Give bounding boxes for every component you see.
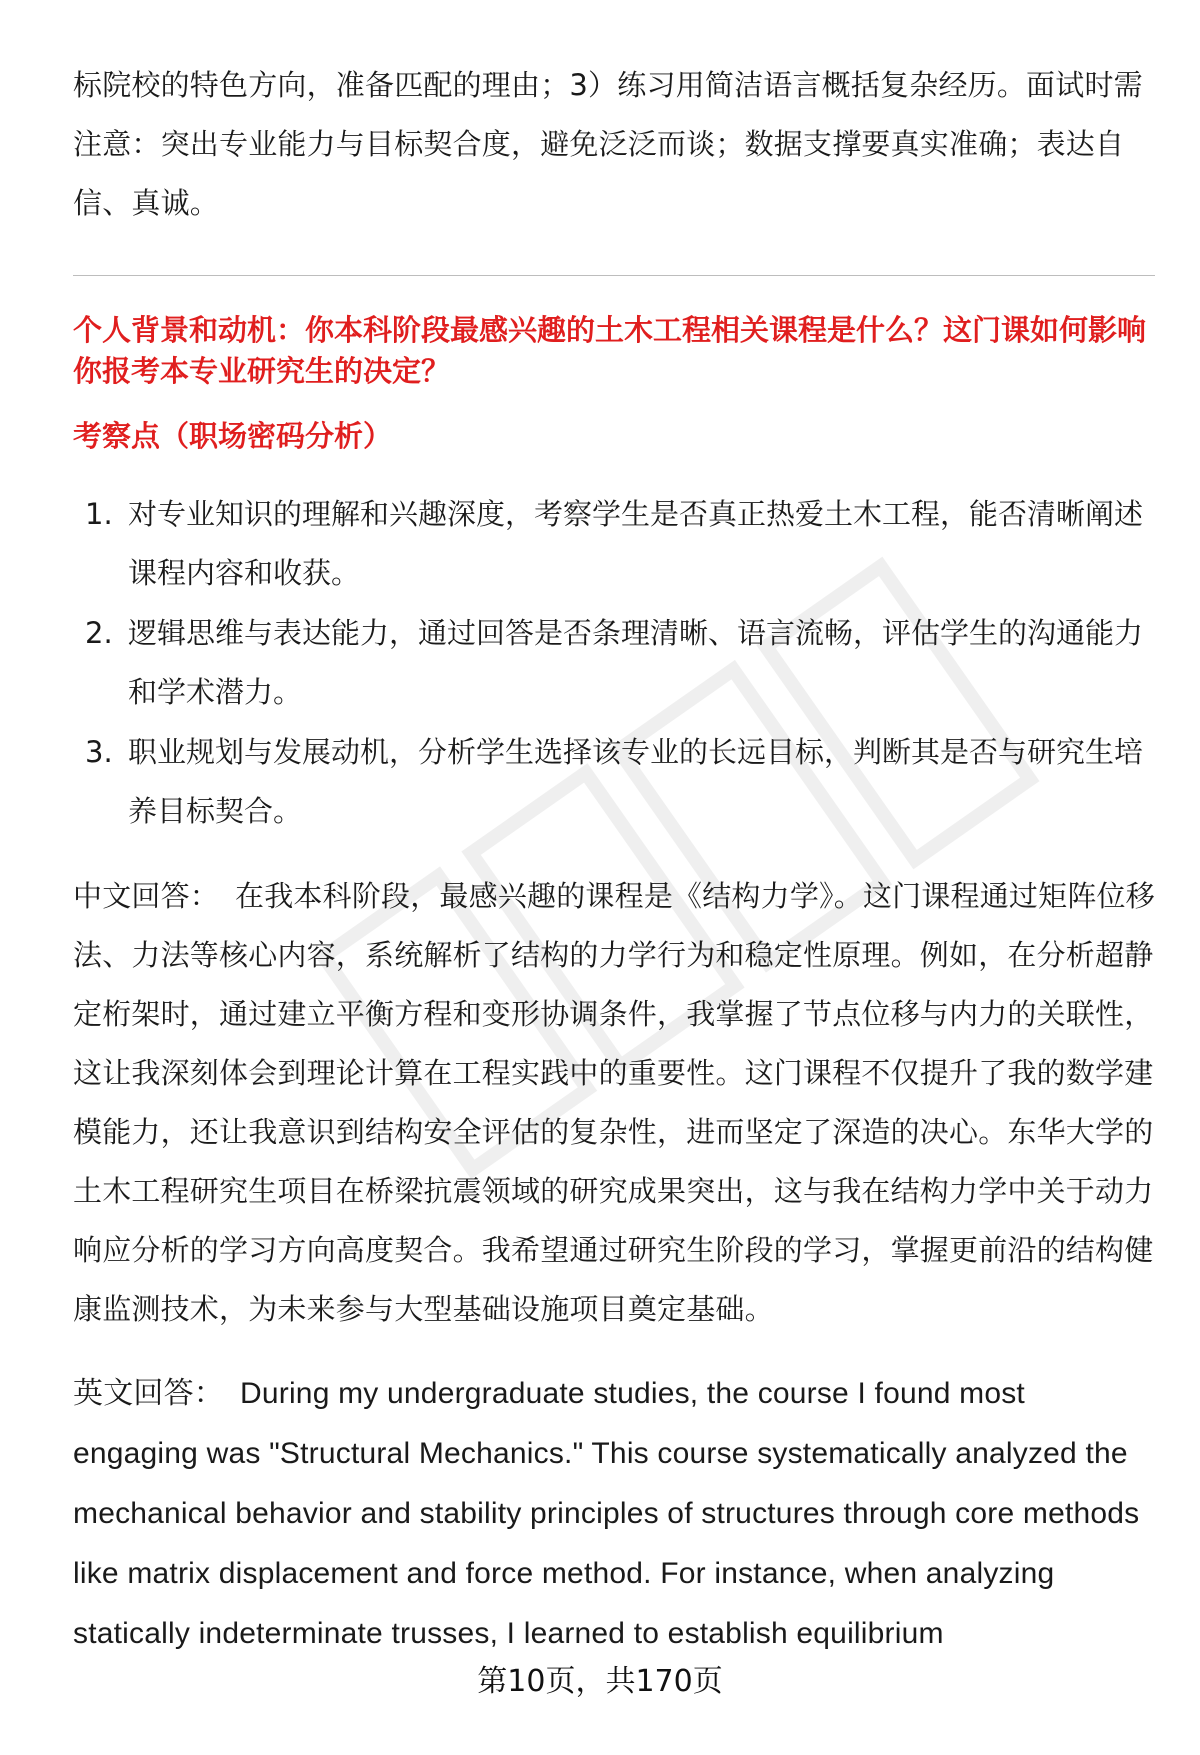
intro-paragraph: 标院校的特色方向，准备匹配的理由；3）练习用简洁语言概括复杂经历。面试时需注意：突出专业能力与目标契合度，避免泛泛而谈；数据支撑要真实准确；表达自信、真诚。: [73, 68, 1143, 220]
list-item-number: 2.: [85, 616, 113, 650]
list-item-number: 3.: [85, 735, 113, 769]
list-item-text: 对专业知识的理解和兴趣深度，考察学生是否真正热爱土木工程，能否清晰阐述课程内容和收获。: [128, 497, 1144, 590]
list-item: [73, 723, 1155, 841]
english-answer-label: 英文回答：: [73, 1377, 224, 1410]
list-item-number: 1.: [85, 497, 113, 531]
english-answer: [73, 1364, 1155, 1664]
document-page: [73, 56, 1155, 1664]
section-divider: [73, 275, 1155, 276]
page-number: 第10页，共170页: [477, 1664, 723, 1699]
list-item: [73, 604, 1155, 722]
chinese-answer-label: 中文回答：: [73, 879, 220, 913]
analysis-list: [73, 485, 1155, 841]
english-answer-text: During my undergraduate studies, the course I found most engaging was "Structural Mechanics." This course systematically analyzed the mechanical behavior and stability principles of structures through core methods like matrix displacement and force method. For instance, when analyzing statically indeterminate trusses, I learned to establish equilibrium: [73, 1377, 1140, 1650]
analysis-heading: 考察点（职场密码分析）: [73, 419, 393, 453]
chinese-answer-text: 在我本科阶段，最感兴趣的课程是《结构力学》。这门课程通过矩阵位移法、力法等核心内容，系统解析了结构的力学行为和稳定性原理。例如，在分析超静定桁架时，通过建立平衡方程和变形协调条件，我掌握了节点位移与内力的关联性，这让我深刻体会到理论计算在工程实践中的重要性。这门课程不仅提升了我的数学建模能力，还让我意识到结构安全评估的复杂性，进而坚定了深造的决心。东华大学的土木工程研究生项目在桥梁抗震领域的研究成果突出，这与我在结构力学中关于动力响应分析的学习方向高度契合。我希望通过研究生阶段的学习，掌握更前沿的结构健康监测技术，为未来参与大型基础设施项目奠定基础。: [73, 879, 1155, 1326]
list-item-text: 职业规划与发展动机，分析学生选择该专业的长远目标，判断其是否与研究生培养目标契合。: [128, 735, 1144, 828]
list-item: [73, 485, 1155, 603]
question-heading: 个人背景和动机：你本科阶段最感兴趣的土木工程相关课程是什么？这门课如何影响你报考本专业研究生的决定？: [73, 313, 1147, 388]
list-item-text: 逻辑思维与表达能力，通过回答是否条理清晰、语言流畅，评估学生的沟通能力和学术潜力。: [128, 616, 1144, 709]
chinese-answer: [73, 867, 1155, 1339]
